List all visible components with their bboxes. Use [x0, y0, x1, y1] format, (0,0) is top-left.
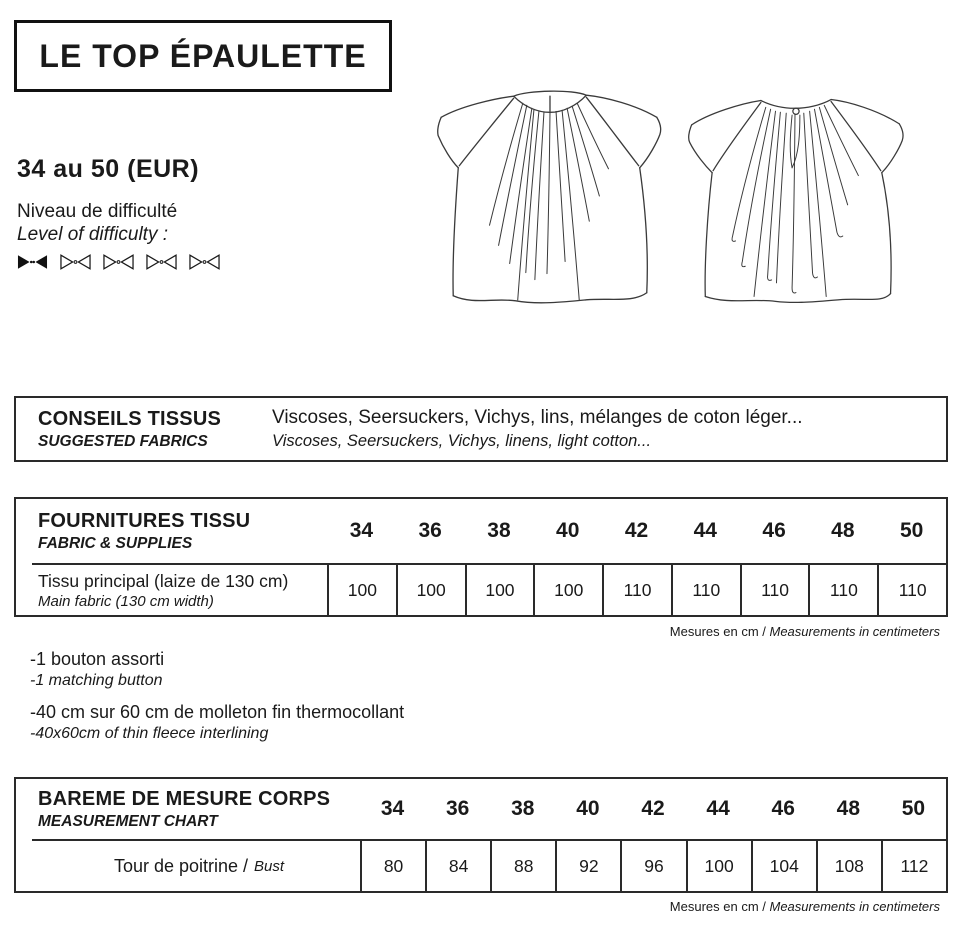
difficulty-label-en: Level of difficulty :	[17, 224, 169, 245]
garment-front-illustration	[425, 72, 677, 322]
size-header: 44	[706, 797, 730, 820]
units-note-fr: Mesures en cm /	[669, 899, 770, 914]
table-cell: 80	[360, 841, 425, 891]
notion-item	[30, 702, 404, 743]
size-header: 42	[641, 797, 665, 820]
table-cell: 100	[465, 565, 534, 615]
fabric-text-en: Viscoses, Seersuckers, Vichys, linens, light cotton...	[272, 432, 652, 450]
notion-fr: -1 bouton assorti	[30, 649, 165, 669]
size-header: 50	[901, 797, 926, 820]
measurement-table-row	[16, 841, 946, 891]
units-note	[670, 899, 940, 914]
units-note	[670, 624, 940, 639]
supplies-table	[14, 497, 948, 617]
supplies-row-label-en: Main fabric (130 cm width)	[38, 592, 214, 610]
size-header: 36	[418, 519, 442, 542]
measurement-title-fr: BAREME DE MESURE CORPS	[38, 787, 331, 810]
supplies-row-label	[16, 565, 327, 615]
notion-en: -40x60cm of thin fleece interlining	[30, 725, 269, 742]
size-header: 40	[556, 519, 580, 542]
size-header: 34	[380, 797, 405, 820]
table-cell: 110	[740, 565, 809, 615]
measurement-row-label-fr: Tour de poitrine /	[113, 855, 249, 876]
units-note-fr: Mesures en cm /	[669, 624, 770, 639]
size-header: 48	[836, 797, 860, 820]
table-cell: 110	[602, 565, 671, 615]
supplies-row-label-fr: Tissu principal (laize de 130 cm)	[38, 570, 289, 591]
fabric-suggestions-box	[14, 396, 948, 462]
size-header: 46	[762, 519, 786, 542]
notions-list	[30, 649, 404, 743]
supplies-table-row	[16, 565, 946, 615]
table-cell: 108	[816, 841, 881, 891]
fabric-suggestions-text	[272, 407, 803, 451]
units-note-en: Measurements in centimeters	[769, 899, 940, 914]
fabric-text-fr: Viscoses, Seersuckers, Vichys, lins, mélanges de coton léger...	[272, 407, 803, 428]
difficulty-bow-outline-icon	[146, 253, 177, 271]
difficulty-bow-outline-icon	[60, 253, 91, 271]
size-range: 34 au 50 (EUR)	[17, 155, 200, 183]
difficulty-rating	[17, 253, 232, 271]
difficulty-bow-filled-icon	[17, 253, 48, 271]
fabric-suggestions-label	[16, 408, 272, 451]
size-header: 38	[511, 797, 535, 820]
difficulty-label-fr: Niveau de difficulté	[17, 201, 178, 222]
size-header: 48	[831, 519, 855, 542]
table-cell: 84	[425, 841, 490, 891]
table-cell: 110	[808, 565, 877, 615]
measurement-table	[14, 777, 948, 893]
measurement-title-en: MEASUREMENT CHART	[38, 812, 218, 830]
supplies-table-header	[16, 499, 946, 563]
measurement-table-header	[16, 779, 946, 839]
table-cell: 96	[620, 841, 685, 891]
notion-item	[30, 649, 404, 690]
table-cell: 110	[877, 565, 946, 615]
difficulty-bow-outline-icon	[189, 253, 220, 271]
table-cell: 88	[490, 841, 555, 891]
measurement-row-label-en: Bust	[254, 857, 285, 875]
fabric-label-fr: CONSEILS TISSUS	[38, 407, 222, 430]
table-cell: 100	[533, 565, 602, 615]
title-box	[14, 20, 392, 92]
table-cell: 100	[327, 565, 396, 615]
table-cell: 100	[396, 565, 465, 615]
difficulty-bow-outline-icon	[103, 253, 134, 271]
size-header: 40	[576, 797, 600, 820]
page-title: LE TOP ÉPAULETTE	[39, 37, 367, 74]
supplies-table-title	[16, 510, 327, 553]
size-header: 46	[771, 797, 795, 820]
size-header: 34	[349, 519, 374, 542]
notion-en: -1 matching button	[30, 672, 163, 689]
size-header: 44	[693, 519, 717, 542]
table-cell: 100	[686, 841, 751, 891]
garment-back-illustration	[678, 74, 912, 322]
table-cell: 104	[751, 841, 816, 891]
measurement-table-title	[16, 788, 360, 831]
table-cell: 112	[881, 841, 946, 891]
table-cell: 92	[555, 841, 620, 891]
size-header: 42	[624, 519, 649, 542]
supplies-title-en: FABRIC & SUPPLIES	[38, 534, 193, 552]
size-header: 50	[899, 519, 924, 542]
units-note-en: Measurements in centimeters	[769, 624, 940, 639]
notion-fr: -40 cm sur 60 cm de molleton fin thermocollant	[30, 702, 405, 722]
fabric-label-en: SUGGESTED FABRICS	[38, 432, 208, 450]
table-cell: 110	[671, 565, 740, 615]
size-header: 36	[445, 797, 470, 820]
measurement-row-label	[16, 841, 360, 891]
size-header: 38	[487, 519, 511, 542]
supplies-title-fr: FOURNITURES TISSU	[38, 509, 251, 532]
